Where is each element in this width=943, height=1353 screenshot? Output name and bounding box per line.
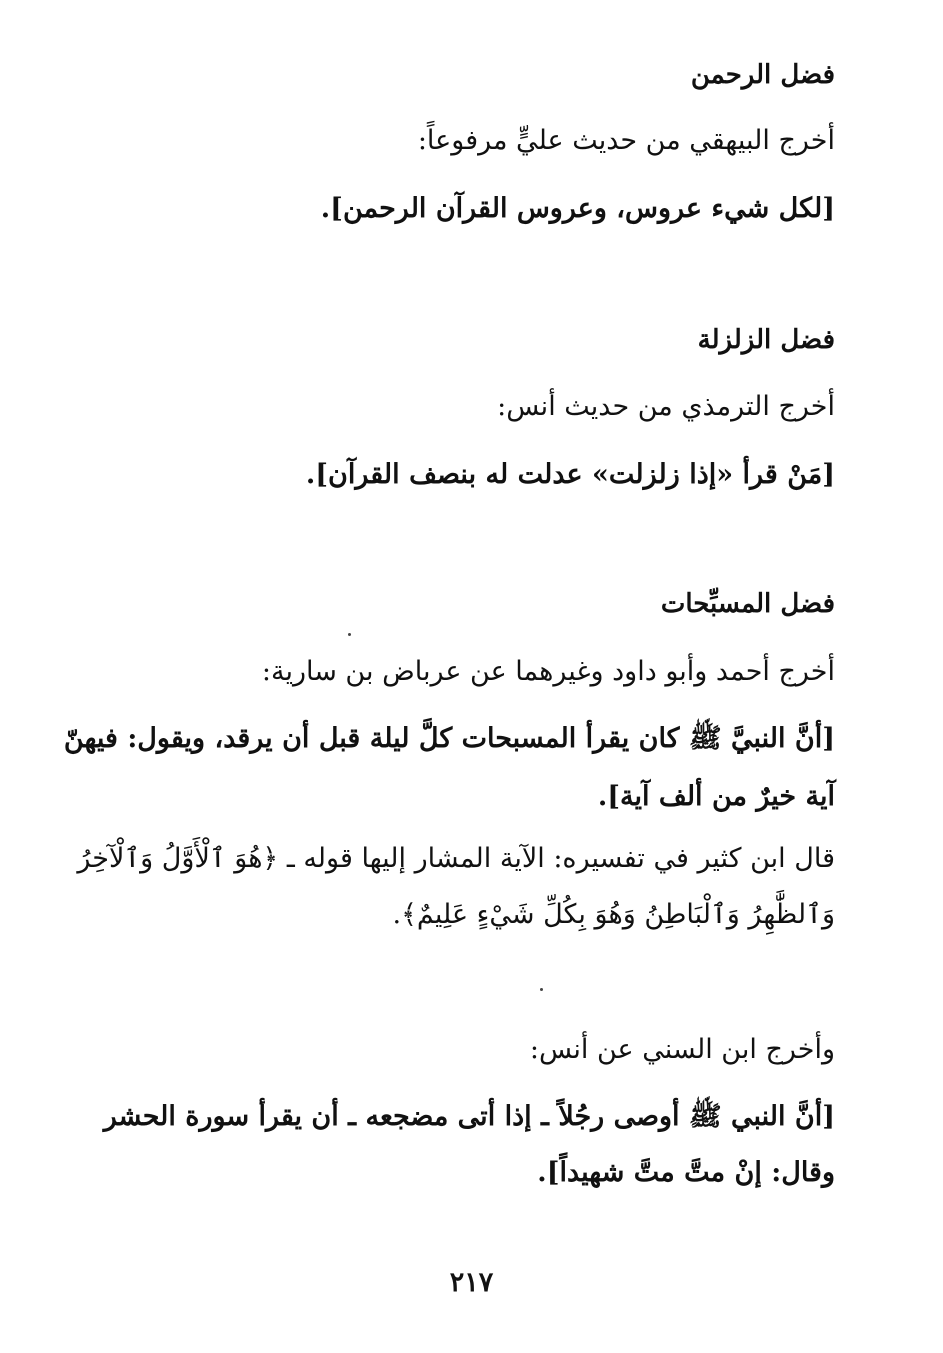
source-line: أخرج الترمذي من حديث أنس: bbox=[497, 391, 835, 422]
source-line: وأخرج ابن السني عن أنس: bbox=[529, 1034, 835, 1065]
section-heading-rahman: فضل الرحمن bbox=[690, 60, 835, 90]
scan-speck bbox=[540, 988, 543, 991]
scan-speck bbox=[348, 633, 351, 636]
hadith-text: [أنَّ النبي ﷺ أوصى رجُلاً ـ إذا أتى مضجعه ـ أن يقرأ سورة الحشر bbox=[103, 1101, 835, 1132]
hadith-text: وقال: إنْ متَّ متَّ شهيداً]. bbox=[537, 1157, 835, 1188]
source-line: أخرج أحمد وأبو داود وغيرهما عن عرباض بن سارية: bbox=[261, 656, 835, 687]
commentary-line: قال ابن كثير في تفسيره: الآية المشار إليها قوله ـ ﴿هُوَ ٱلْأَوَّلُ وَٱلْآخِرُ bbox=[77, 843, 835, 874]
hadith-text: [لكل شيء عروس، وعروس القرآن الرحمن]. bbox=[320, 193, 835, 224]
quran-verse-line: وَٱلظَّٰهِرُ وَٱلْبَاطِنُ وَهُوَ بِكُلِّ شَيْءٍ عَلِيمٌ﴾. bbox=[392, 899, 835, 930]
section-heading-musabbihat: فضل المسبِّحات bbox=[660, 589, 835, 619]
hadith-text: [مَنْ قرأ «إذا زلزلت» عدلت له بنصف القرآن]. bbox=[305, 459, 835, 490]
page-number: ٢١٧ bbox=[449, 1267, 494, 1298]
hadith-text: [أنَّ النبيَّ ﷺ كان يقرأ المسبحات كلَّ ليلة قبل أن يرقد، ويقول: فيهنّ bbox=[63, 723, 835, 754]
section-heading-zalzala: فضل الزلزلة bbox=[697, 325, 835, 355]
hadith-text: آية خيرٌ من ألف آية]. bbox=[597, 781, 835, 812]
source-line: أخرج البيهقي من حديث عليٍّ مرفوعاً: bbox=[417, 125, 835, 156]
